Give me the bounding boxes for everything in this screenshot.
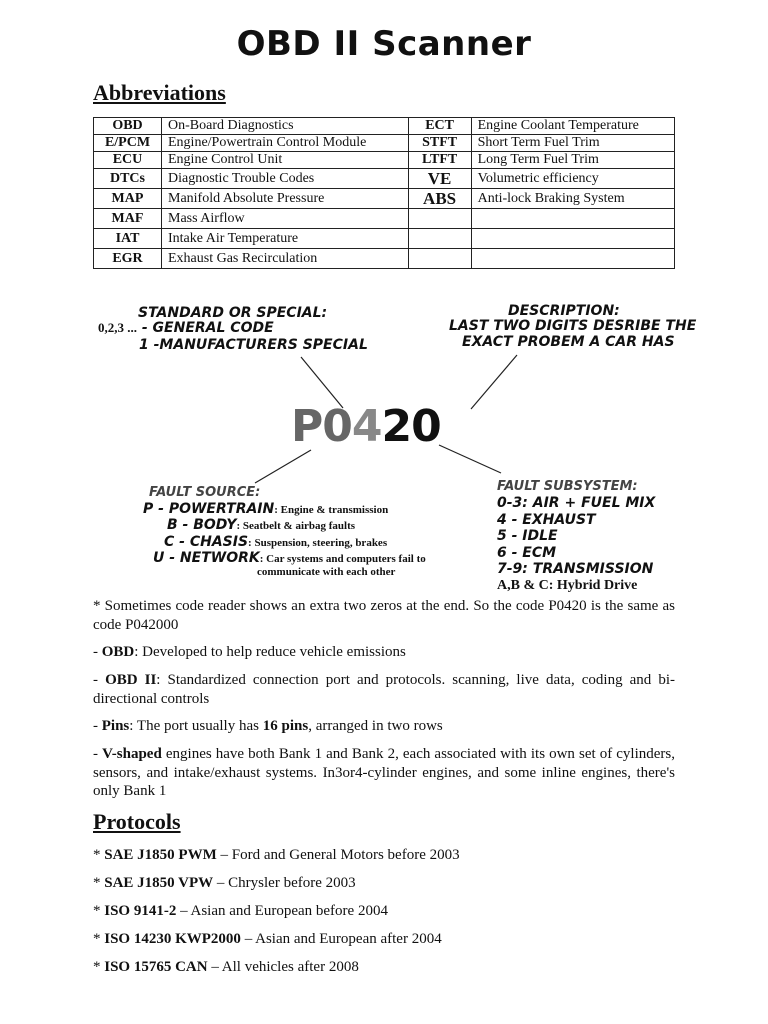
- fault-source-item: [164, 534, 387, 550]
- note-pins-text1: : The port usually has: [129, 718, 263, 734]
- protocol-description: – All vehicles after 2008: [207, 959, 359, 975]
- note-obd2-text: : Standardized connection port and protocols. scanning, live data, coding and bi-directional controls: [93, 672, 675, 707]
- protocol-item: * SAE J1850 VPW – Chrysler before 2003: [93, 875, 356, 891]
- protocol-description: – Chrysler before 2003: [213, 875, 356, 891]
- protocols-heading: Protocols: [93, 809, 181, 834]
- description-heading: DESCRIPTION:: [508, 303, 620, 319]
- table-row: [94, 135, 675, 152]
- abbr-description: Short Term Fuel Trim: [471, 135, 674, 152]
- note-obd2: - OBD II: Standardized connection port and protocols. scanning, live data, coding and bi-directional controls: [93, 672, 675, 707]
- abbr-description: Exhaust Gas Recirculation: [162, 249, 409, 269]
- abbr-code: STFT: [408, 135, 471, 152]
- protocol-name: ISO 14230 KWP2000: [104, 931, 241, 947]
- abbr-description: Volumetric efficiency: [471, 169, 674, 189]
- protocol-item: * ISO 15765 CAN – All vehicles after 2008: [93, 959, 359, 975]
- fault-subsystem-item: 4 - EXHAUST: [497, 511, 596, 528]
- abbr-code: OBD: [94, 118, 162, 135]
- fault-source-desc: : Car systems and computers fail to: [259, 553, 426, 565]
- fault-source-network-cont: communicate with each other: [257, 566, 396, 578]
- abbr-description: Engine Control Unit: [162, 152, 409, 169]
- fault-source-code: C - CHASIS: [164, 534, 249, 550]
- note-extra-zeros: * Sometimes code reader shows an extra two zeros at the end. So the code P0420 is the same as code P042000: [93, 598, 675, 633]
- abbr-code: ABS: [408, 189, 471, 209]
- standard-line1-prefix: 0,2,3 ...: [98, 320, 137, 335]
- protocol-name: SAE J1850 PWM: [104, 847, 217, 863]
- dtc-diagram: [93, 295, 697, 595]
- fault-subsystem-item: 6 - ECM: [497, 544, 557, 561]
- fault-source-item: [143, 501, 388, 517]
- abbr-code: MAF: [94, 209, 162, 229]
- table-row: [94, 169, 675, 189]
- fault-source-code: U - NETWORK: [153, 550, 260, 566]
- page-title: OBD II Scanner: [236, 24, 532, 64]
- fault-subsystem-heading: FAULT SUBSYSTEM:: [497, 479, 638, 494]
- fault-source-heading: FAULT SOURCE:: [149, 485, 261, 500]
- abbr-description: Diagnostic Trouble Codes: [162, 169, 409, 189]
- note-pins-bold: 16 pins: [262, 718, 309, 734]
- line-fault-subsystem: [439, 445, 501, 473]
- abbr-description: [471, 229, 674, 249]
- abbr-description: [471, 209, 674, 229]
- table-row: [94, 189, 675, 209]
- abbr-code: IAT: [94, 229, 162, 249]
- fault-source-code: P - POWERTRAIN: [143, 501, 275, 517]
- dtc-code-prefix: P0: [291, 401, 352, 452]
- abbr-description: Long Term Fuel Trim: [471, 152, 674, 169]
- protocol-item: * ISO 9141-2 – Asian and European before 2004: [93, 903, 388, 919]
- line-fault-source: [255, 450, 311, 483]
- protocol-name: ISO 9141-2: [104, 903, 177, 919]
- note-pins: - Pins: The port usually has 16 pins, arranged in two rows: [93, 718, 443, 734]
- description-line2: EXACT PROBEM A CAR HAS: [462, 334, 675, 350]
- note-obd2-label: OBD II: [105, 672, 157, 688]
- abbr-description: Engine/Powertrain Control Module: [162, 135, 409, 152]
- standard-line2: 1 -MANUFACTURERS SPECIAL: [139, 337, 368, 353]
- abbr-description: Manifold Absolute Pressure: [162, 189, 409, 209]
- fault-subsystem-hybrid: A,B & C: Hybrid Drive: [497, 578, 638, 593]
- dtc-code-suffix: 20: [381, 401, 441, 452]
- abbr-code: DTCs: [94, 169, 162, 189]
- protocol-description: – Asian and European before 2004: [176, 903, 388, 919]
- abbr-description: Anti-lock Braking System: [471, 189, 674, 209]
- protocol-name: ISO 15765 CAN: [104, 959, 208, 975]
- abbreviations-table: [93, 117, 675, 269]
- note-v-shaped: - V-shaped engines have both Bank 1 and Bank 2, each associated with its own set of cylinders, sensors, and intake/exhaust systems. In3or4-cylinder engines, and some inline engines, there's only Bank 1: [93, 746, 675, 799]
- table-row: [94, 229, 675, 249]
- description-line1: LAST TWO DIGITS DESRIBE THE: [449, 318, 697, 334]
- fault-source-code: B - BODY: [167, 517, 237, 533]
- abbr-code: EGR: [94, 249, 162, 269]
- fault-subsystem-item: 7-9: TRANSMISSION: [497, 561, 654, 577]
- note-v-label: V-shaped: [102, 746, 162, 762]
- line-description: [471, 355, 517, 409]
- standard-heading: STANDARD OR SPECIAL:: [138, 305, 328, 321]
- protocol-name: SAE J1850 VPW: [104, 875, 214, 891]
- fault-source-desc: : Engine & transmission: [274, 504, 389, 516]
- fault-source-desc: : Seatbelt & airbag faults: [236, 520, 356, 532]
- abbr-code: E/PCM: [94, 135, 162, 152]
- note-pins-label: Pins: [101, 718, 130, 734]
- note-obd-text: : Developed to help reduce vehicle emissions: [134, 644, 406, 660]
- standard-line1-text: - GENERAL CODE: [141, 320, 274, 336]
- abbr-description: Mass Airflow: [162, 209, 409, 229]
- abbr-description: On-Board Diagnostics: [162, 118, 409, 135]
- fault-source-item: [167, 517, 355, 533]
- protocol-description: – Ford and General Motors before 2003: [216, 847, 460, 863]
- standard-line1: [98, 320, 274, 336]
- abbr-code: LTFT: [408, 152, 471, 169]
- dtc-code-mid: 4: [351, 401, 382, 452]
- note-obd: - OBD: Developed to help reduce vehicle emissions: [93, 644, 406, 660]
- abbr-code: [408, 229, 471, 249]
- abbr-code: [408, 249, 471, 269]
- table-row: [94, 152, 675, 169]
- table-row: [94, 118, 675, 135]
- note-obd-label: OBD: [101, 644, 135, 660]
- fault-subsystem-item: 5 - IDLE: [497, 528, 558, 544]
- abbr-description: Engine Coolant Temperature: [471, 118, 674, 135]
- protocol-item: * ISO 14230 KWP2000 – Asian and European after 2004: [93, 931, 442, 947]
- abbr-code: ECT: [408, 118, 471, 135]
- protocol-description: – Asian and European after 2004: [240, 931, 442, 947]
- abbr-code: ECU: [94, 152, 162, 169]
- protocol-item: * SAE J1850 PWM – Ford and General Motors before 2003: [93, 847, 460, 863]
- fault-subsystem-item: 0-3: AIR + FUEL MIX: [497, 495, 656, 511]
- fault-source-item: [153, 550, 426, 566]
- abbr-code: VE: [408, 169, 471, 189]
- abbr-code: [408, 209, 471, 229]
- abbr-code: MAP: [94, 189, 162, 209]
- dtc-code: [291, 401, 441, 452]
- table-row: [94, 209, 675, 229]
- abbreviations-heading: Abbreviations: [93, 80, 226, 105]
- fault-source-desc: : Suspension, steering, brakes: [248, 537, 388, 549]
- table-row: [94, 249, 675, 269]
- note-v-text: engines have both Bank 1 and Bank 2, each associated with its own set of cylinders, sensors, and intake/exhaust systems. In3or4-cylinder engines, and some inline engines, there's only Bank 1: [93, 746, 675, 799]
- abbr-description: [471, 249, 674, 269]
- abbr-description: Intake Air Temperature: [162, 229, 409, 249]
- note-pins-text2: , arranged in two rows: [308, 718, 443, 734]
